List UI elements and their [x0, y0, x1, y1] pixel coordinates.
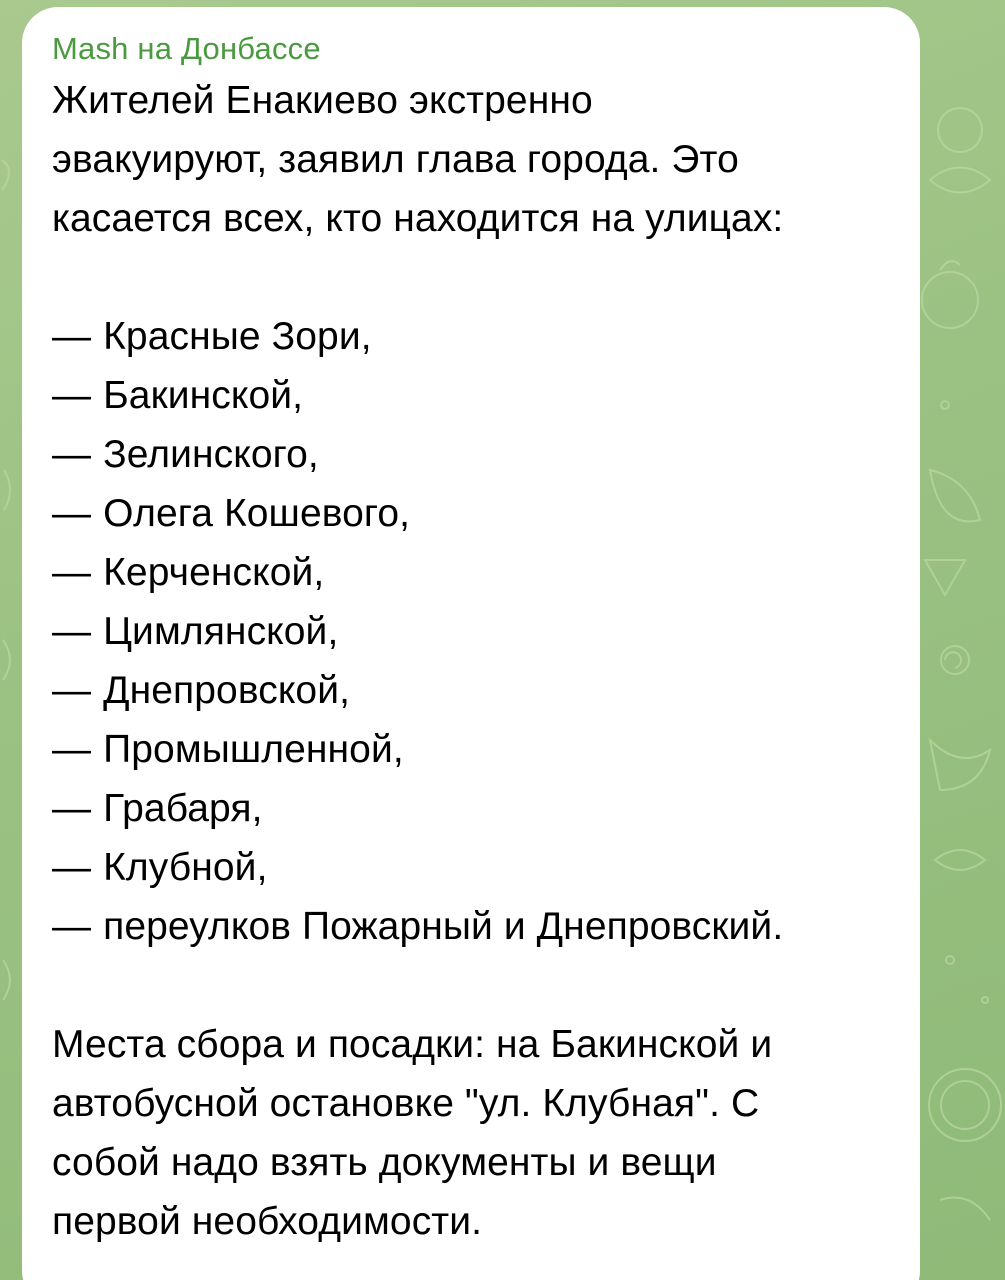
list-dash: —: [52, 374, 92, 417]
list-dash: —: [52, 787, 92, 830]
list-dash: —: [52, 433, 92, 476]
doodle-leaf-icon: [930, 470, 980, 521]
list-dash: —: [52, 315, 92, 358]
street-name: Цимлянской,: [103, 610, 339, 653]
street-list-item: [52, 307, 890, 366]
street-name: Днепровской,: [103, 669, 351, 712]
street-name: Бакинской,: [103, 374, 304, 417]
street-name: переулков Пожарный и Днепровский.: [103, 905, 784, 948]
street-name: Керченской,: [103, 551, 325, 594]
street-list-item: [52, 484, 890, 543]
intro-line: касается всех, кто находится на улицах:: [52, 197, 784, 240]
list-dash: —: [52, 728, 92, 771]
street-name: Зелинского,: [103, 433, 319, 476]
street-list-item: [52, 543, 890, 602]
street-list-item: [52, 425, 890, 484]
blank-line: [52, 956, 890, 1015]
street-name: Клубной,: [103, 846, 268, 889]
doodle-coin-icon: [929, 1069, 1001, 1141]
street-list-item: [52, 779, 890, 838]
list-dash: —: [52, 905, 92, 948]
list-dash: —: [52, 610, 92, 653]
street-list-item: [52, 720, 890, 779]
list-dash: —: [52, 846, 92, 889]
street-list-item: [52, 602, 890, 661]
street-list-item: [52, 897, 890, 956]
outro-line: Места сбора и посадки: на Бакинской и: [52, 1023, 773, 1066]
intro-line: Жителей Енакиево экстренно: [52, 79, 593, 122]
street-name: Красные Зори,: [103, 315, 372, 358]
street-list-item: [52, 661, 890, 720]
intro-line: эвакуируют, заявил глава города. Это: [52, 138, 739, 181]
channel-name[interactable]: Mash на Донбассе: [52, 31, 321, 66]
list-dash: —: [52, 492, 92, 535]
list-dash: —: [52, 551, 92, 594]
street-list-item: [52, 366, 890, 425]
doodle-apple-icon: [922, 272, 978, 328]
street-name: Грабаря,: [103, 787, 263, 830]
street-name: Олега Кошевого,: [103, 492, 411, 535]
street-list-item: [52, 838, 890, 897]
message-bubble: [22, 7, 920, 1280]
list-dash: —: [52, 669, 92, 712]
street-name: Промышленной,: [103, 728, 404, 771]
outro-line: первой необходимости.: [52, 1200, 483, 1243]
blank-line: [52, 248, 890, 307]
outro-line: собой надо взять документы и вещи: [52, 1141, 717, 1184]
doodle-leaf-icon: [930, 168, 990, 193]
outro-line: автобусной остановке "ул. Клубная". С: [52, 1082, 760, 1125]
message-text: [52, 71, 890, 1251]
doodle-circle-icon: [938, 108, 982, 152]
